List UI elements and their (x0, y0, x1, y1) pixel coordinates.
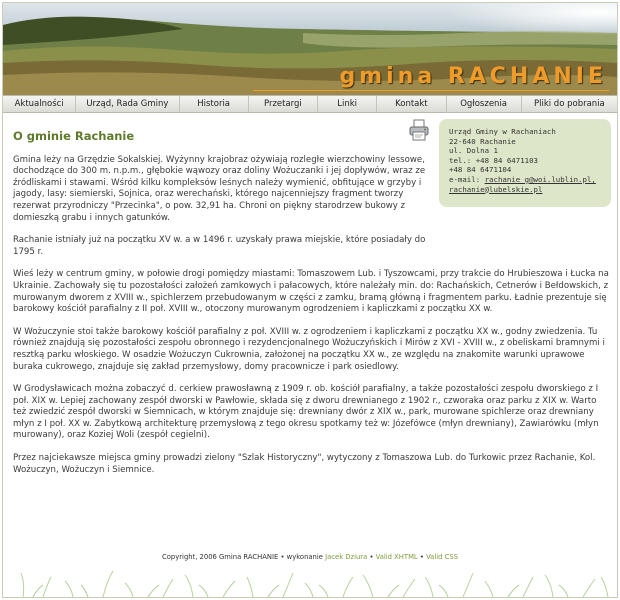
address-line-phone2 (449, 165, 601, 175)
page-title: O gminie Rachanie (13, 129, 135, 143)
footer-valid-css-link[interactable]: Valid CSS (426, 553, 458, 561)
nav-item-linki[interactable]: Linki (318, 96, 377, 112)
nav-item-kontakt[interactable]: Kontakt (377, 96, 446, 112)
paragraph-grodyslawice: W Grodysławicach można zobaczyć d. cerkiew prawosławną z 1909 r. ob. kościół parafialny, a także pozostałości zespołu dworskiego z I poł. XIX w. Lepiej zachowany zespół dworski w Pawłowie, składa się z dworu drewnianego z 1902 r., czworaka oraz parku z XIX w. Warto też zwiedzić zespół dworski w Siemnicach, w którym znajduje się: drewniany dwór z XIX w., park, murowane spichlerze oraz drewniany młyn z I poł. XX w. Zabytkową architekturę przemysłową z tego okresu spotkamy też w: Józefówce (młyn drewniany), Zawiarówku (młyn murowany), oraz Koziej Woli (zespół cegielni). (13, 384, 599, 441)
nav-item-pliki-do-pobrania[interactable]: Pliki do pobrania (533, 99, 605, 109)
address-box (439, 119, 611, 207)
footer-author-link[interactable]: Jacek Dziura (325, 553, 368, 561)
footer-made-by-label: wykonanie (286, 553, 323, 561)
paragraph-history: Rachanie istniały już na początku XV w. a w 1496 r. uzyskały prawa miejskie, które posiadały do 1795 r. (13, 235, 426, 257)
site-title: gmina RACHANIE (339, 64, 607, 89)
footer-copyright: Copyright, 2006 Gmina RACHANIE (162, 553, 279, 561)
address-line-office: Urząd Gminy w Rachaniach (449, 127, 556, 136)
footer-separator: • (280, 553, 287, 561)
paragraph-intro: Gmina leży na Grzędzie Sokalskiej. Wyżynny krajobraz ożywiają rozległe wierzchowiny lessowe, dochodzące do 300 m. n.p.m., głębokie wąwozy oraz doliny Wożuczanki i jej dopływów, wraz ze źródliskami i stawami. Wśród kilku kompleksów leśnych należy wymienić, obfitujące w grzyby i jagody, lasy: siemierski, Sojnica, oraz werechański, którego najcenniejszy fragment tworzy rezerwat przyrodniczy "Przecinka", o pow. 32,91 ha. Chroni on piękny starodrzew bukowy z domieszką grabu i innych gatunków. (13, 154, 426, 223)
footer-separator: • (419, 553, 427, 561)
nav-item-ogloszenia[interactable]: Ogłoszenia (447, 96, 522, 112)
nav-item-aktualnosci[interactable]: Aktualności (3, 96, 76, 112)
address-line-email (449, 175, 601, 185)
email-link-secondary[interactable]: rachanie@lubelskie.pl (449, 184, 543, 194)
main-nav (3, 95, 617, 113)
address-line-street: ul. Dolna 1 (449, 146, 498, 156)
email-link-primary[interactable]: rachanie_g@woi.lublin.pl, (484, 174, 596, 184)
phone2-text: +48 84 6471104 (449, 165, 512, 175)
email-label: e-mail: (449, 174, 481, 184)
nav-item-przetargi[interactable]: Przetargi (249, 96, 318, 112)
header-banner (3, 3, 617, 95)
paragraph-village: Wieś leży w centrum gminy, w połowie drogi pomiędzy miastami: Tomaszowem Lub. i Tyszowcami, przy trakcie do Hrubieszowa i Łucka na Ukrainie. Zachowały się tu pozostałości założeń zamkowych i pałacowych, które należały min. do: Rachańskich, Cetnerów i Bełdowskich, z murowanym dworem z XVIII w., spichlerzem przebudowanym w części z zamku, bramą główną i fragmentem parku. Ładnie prezentuje się barokowy kościół parafialny z II poł. XVIII w., otoczony murowanym ogrodzeniem i kapliczkami z początku XX w. (13, 269, 609, 315)
banner-underline (253, 90, 609, 91)
paragraph-wozuczyn: W Wożuczynie stoi także barokowy kościół parafialny z poł. XVIII w. z ogrodzeniem i kapliczkami z początku XX w., godny zwiedzenia. Tu również znajdują się pozostałości zespołu obronnego i rezydencjonalnego Wożuczyńskich i Mirów z XVI - XVIII w., z obeliskami bramnymi i resztką parku włoskiego. W osadzie Wożuczyn Cukrownia, założonej na początku XX w., ze względu na znakomite warunki uprawowe buraka cukrowego, znajduje się zakład przemysłowy, domy pracownicze i park osiedlowy. (13, 326, 605, 372)
footer-separator: • (369, 553, 376, 561)
page-frame (2, 2, 618, 598)
nav-item-urzad-rada-gminy[interactable]: Urząd, Rada Gminy (76, 96, 179, 112)
address-line-phone1: tel.: +48 84 6471103 (449, 155, 538, 165)
address-line-email2 (449, 185, 601, 195)
grass-decoration (3, 555, 617, 597)
footer (3, 553, 617, 561)
paragraph-trail: Przez najciekawsze miejsca gminy prowadzi zielony "Szlak Historyczny", wytyczony z Tomaszowa Lub. do Turkowic przez Rachanie, Kol. Wożuczyn, Wożuczyn i Siemnice. (13, 453, 596, 475)
address-line-postcode: 22-640 Rachanie (449, 136, 516, 146)
nav-item-historia[interactable]: Historia (180, 96, 249, 112)
footer-valid-xhtml-link[interactable]: Valid XHTML (375, 553, 418, 561)
